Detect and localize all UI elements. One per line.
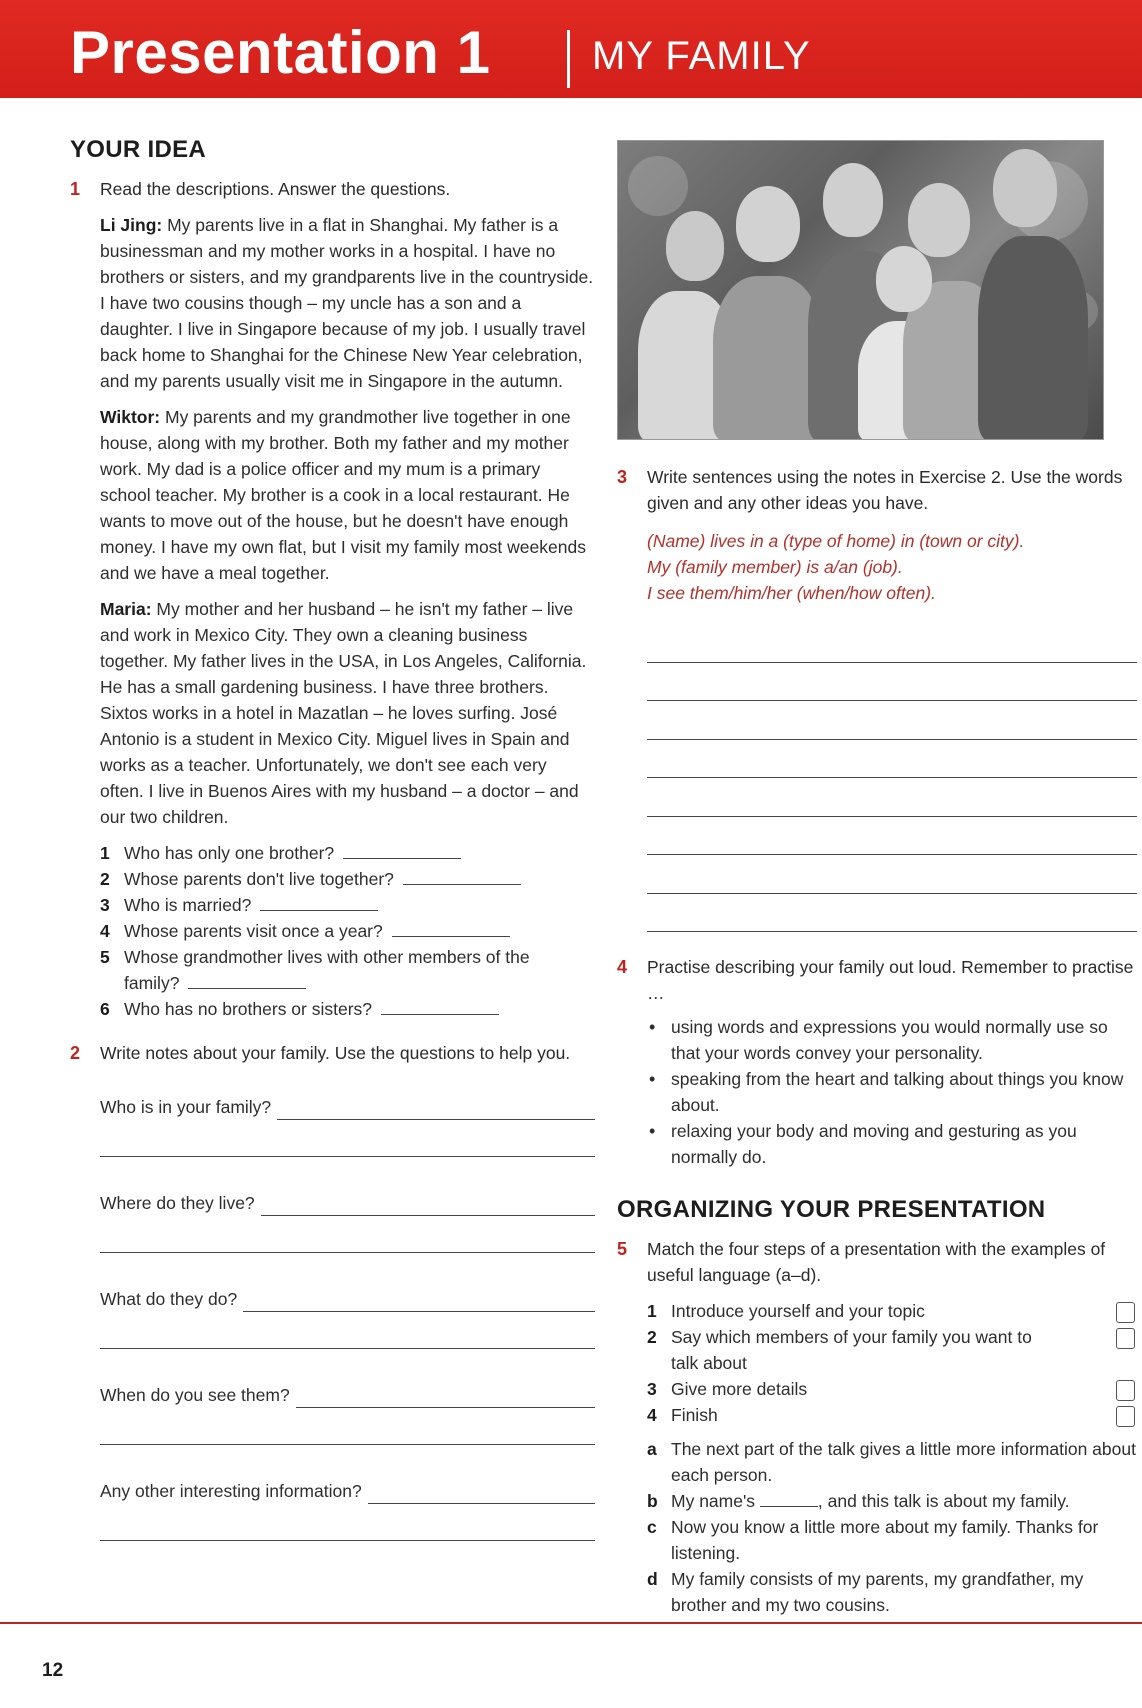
exercise-4 xyxy=(617,954,1137,1006)
step-list xyxy=(647,1298,1137,1428)
note-prompt-text: What do they do? xyxy=(100,1289,238,1309)
note-row xyxy=(100,1190,595,1286)
note-line[interactable] xyxy=(100,1216,595,1253)
answer-blank[interactable] xyxy=(392,920,510,937)
answer-blank[interactable] xyxy=(403,868,521,885)
writing-line[interactable] xyxy=(647,855,1137,894)
header-banner xyxy=(0,0,1142,98)
name-blank[interactable] xyxy=(760,1490,818,1507)
sentence-prompt: (Name) lives in a (type of home) in (town or city). xyxy=(647,531,1025,551)
section-heading-your-idea: YOUR IDEA xyxy=(70,136,207,163)
note-prompt-text: Who is in your family? xyxy=(100,1097,272,1117)
question-list xyxy=(100,840,595,1022)
question-item xyxy=(100,892,595,918)
question-number: 4 xyxy=(100,921,110,941)
description-wiktor xyxy=(100,404,595,586)
speaker-name: Li Jing: xyxy=(100,215,163,235)
speaker-name: Maria: xyxy=(100,599,152,619)
question-number: 1 xyxy=(100,843,110,863)
person-head xyxy=(736,186,800,262)
note-prompt-text: Where do they live? xyxy=(100,1193,255,1213)
person-body xyxy=(978,236,1088,440)
practice-bullets xyxy=(647,1014,1137,1170)
note-line[interactable] xyxy=(100,1120,595,1157)
question-number: 2 xyxy=(100,869,110,889)
person-head xyxy=(993,149,1057,227)
example-text: My name's xyxy=(671,1491,760,1511)
answer-checkbox[interactable] xyxy=(1116,1302,1135,1323)
question-text: Who has only one brother? xyxy=(124,843,335,863)
note-prompt xyxy=(100,1286,595,1312)
bullet-item: • speaking from the heart and talking about things you know about. xyxy=(647,1066,1137,1118)
exercise-instruction: Practise describing your family out loud. Remember to practise … xyxy=(647,957,1134,1003)
writing-line[interactable] xyxy=(647,701,1137,740)
step-item xyxy=(647,1402,1137,1428)
sentence-prompts xyxy=(647,528,1137,606)
note-line[interactable] xyxy=(261,1197,595,1216)
writing-line[interactable] xyxy=(647,778,1137,817)
note-row xyxy=(100,1478,595,1574)
writing-line[interactable] xyxy=(647,817,1137,856)
example-letter: b xyxy=(647,1491,658,1511)
writing-line[interactable] xyxy=(647,740,1137,779)
step-text: Say which members of your family you want to talk about xyxy=(671,1327,1032,1373)
example-item xyxy=(647,1436,1137,1488)
answer-checkbox[interactable] xyxy=(1116,1380,1135,1401)
note-prompt xyxy=(100,1190,595,1216)
step-number: 3 xyxy=(647,1379,657,1399)
right-column xyxy=(617,140,1137,1618)
writing-line[interactable] xyxy=(647,894,1137,933)
note-prompt xyxy=(100,1478,595,1504)
exercise-1 xyxy=(70,176,595,202)
exercise-instruction: Write notes about your family. Use the questions to help you. xyxy=(100,1043,571,1063)
example-letter: a xyxy=(647,1439,657,1459)
step-item xyxy=(647,1376,1137,1402)
description-text: My parents live in a flat in Shanghai. My father is a businessman and my mother works in a hospital. I have no brothers or sisters, and my grandparents live in the countryside. I have two cousins though – my uncle has a son and a daughter. I live in Singapore because of my job. I usually travel back home to Shanghai for the Chinese New Year celebration, and my parents usually visit me in Singapore in the autumn. xyxy=(100,215,594,391)
answer-blank[interactable] xyxy=(260,894,378,911)
person-head xyxy=(908,183,970,257)
exercise-instruction: Match the four steps of a presentation with the examples of useful language (a–d). xyxy=(647,1239,1106,1285)
example-item xyxy=(647,1514,1137,1566)
question-text: Who is married? xyxy=(124,895,252,915)
answer-blank[interactable] xyxy=(188,972,306,989)
notes-area xyxy=(100,1094,595,1574)
note-line[interactable] xyxy=(243,1293,595,1312)
note-line[interactable] xyxy=(100,1504,595,1541)
step-number: 2 xyxy=(647,1327,657,1347)
exercise-instruction: Read the descriptions. Answer the questions. xyxy=(100,179,451,199)
question-text: Whose parents visit once a year? xyxy=(124,921,383,941)
page-number: 12 xyxy=(42,1660,64,1681)
person-head xyxy=(666,211,724,281)
note-line[interactable] xyxy=(296,1389,595,1408)
question-number: 3 xyxy=(100,895,110,915)
note-row xyxy=(100,1382,595,1478)
note-prompt xyxy=(100,1382,595,1408)
question-item xyxy=(100,944,595,996)
question-text: Who has no brothers or sisters? xyxy=(124,999,373,1019)
note-row xyxy=(100,1286,595,1382)
question-item xyxy=(100,840,595,866)
page-subtitle: MY FAMILY xyxy=(592,34,811,78)
page-title: Presentation 1 xyxy=(70,19,491,86)
exercise-number: 1 xyxy=(70,179,81,199)
example-item xyxy=(647,1566,1137,1618)
note-row xyxy=(100,1094,595,1190)
question-text: Whose grandmother lives with other members of the family? xyxy=(124,947,530,993)
question-number: 6 xyxy=(100,999,110,1019)
question-item xyxy=(100,918,595,944)
exercise-number: 3 xyxy=(617,467,628,487)
exercise-5 xyxy=(617,1236,1137,1288)
bullet-item: • relaxing your body and moving and gesturing as you normally do. xyxy=(647,1118,1137,1170)
person-body xyxy=(713,276,823,440)
step-item xyxy=(647,1298,1137,1324)
example-text: Now you know a little more about my family. Thanks for listening. xyxy=(671,1517,1099,1563)
description-text: My parents and my grandmother live together in one house, along with my brother. Both my father and my mother work. My dad is a police officer and my mum is a primary school teacher. My brother is a cook in a local restaurant. He wants to move out of the house, but he doesn't have enough money. I have my own flat, but I visit my family most weekends and we have a meal together. xyxy=(100,407,586,583)
question-item xyxy=(100,866,595,892)
example-list xyxy=(647,1436,1137,1618)
step-item xyxy=(647,1324,1137,1376)
writing-line[interactable] xyxy=(647,624,1137,663)
section-heading-organizing: ORGANIZING YOUR PRESENTATION xyxy=(617,1196,1046,1223)
answer-checkbox[interactable] xyxy=(1116,1406,1135,1427)
family-photo xyxy=(617,140,1104,440)
example-letter: d xyxy=(647,1569,658,1589)
header-divider xyxy=(567,30,570,88)
step-text: Finish xyxy=(671,1405,718,1425)
writing-line[interactable] xyxy=(647,663,1137,702)
description-maria xyxy=(100,596,595,830)
note-line[interactable] xyxy=(100,1312,595,1349)
step-text: Give more details xyxy=(671,1379,808,1399)
example-text: , and this talk is about my family. xyxy=(817,1491,1070,1511)
question-text: Whose parents don't live together? xyxy=(124,869,394,889)
sentence-prompt: I see them/him/her (when/how often). xyxy=(647,583,936,603)
exercise-2 xyxy=(70,1040,595,1066)
step-number: 4 xyxy=(647,1405,657,1425)
example-letter: c xyxy=(647,1517,657,1537)
description-li-jing xyxy=(100,212,595,394)
bullet-item: • using words and expressions you would normally use so that your words convey your personality. xyxy=(647,1014,1137,1066)
writing-lines xyxy=(647,624,1137,932)
question-number: 5 xyxy=(100,947,110,967)
answer-blank[interactable] xyxy=(381,998,499,1015)
note-line[interactable] xyxy=(277,1101,595,1120)
exercise-instruction: Write sentences using the notes in Exercise 2. Use the words given and any other ideas you have. xyxy=(647,467,1123,513)
example-text: The next part of the talk gives a little more information about each person. xyxy=(671,1439,1136,1485)
step-text: Introduce yourself and your topic xyxy=(671,1301,925,1321)
person-head xyxy=(823,163,883,237)
sentence-prompt: My (family member) is a/an (job). xyxy=(647,557,903,577)
note-line[interactable] xyxy=(368,1485,595,1504)
example-item xyxy=(647,1488,1137,1514)
exercise-3 xyxy=(617,464,1137,516)
photo-bokeh xyxy=(628,156,688,216)
answer-checkbox[interactable] xyxy=(1116,1328,1135,1349)
exercise-number: 2 xyxy=(70,1043,81,1063)
exercise-number: 4 xyxy=(617,957,628,977)
exercise-number: 5 xyxy=(617,1239,628,1259)
speaker-name: Wiktor: xyxy=(100,407,161,427)
note-prompt-text: Any other interesting information? xyxy=(100,1481,362,1501)
answer-blank[interactable] xyxy=(343,842,461,859)
person-head xyxy=(876,246,932,312)
step-number: 1 xyxy=(647,1301,657,1321)
example-text: My family consists of my parents, my grandfather, my brother and my two cousins. xyxy=(671,1569,1084,1615)
question-item xyxy=(100,996,595,1022)
note-line[interactable] xyxy=(100,1408,595,1445)
left-column xyxy=(70,136,595,1574)
description-text: My mother and her husband – he isn't my father – live and work in Mexico City. They own a cleaning business together. My father lives in the USA, in Los Angeles, California. He has a small gardening business. I have three brothers. Sixtos works in a hotel in Mazatlan – he loves surfing. José Antonio is a student in Mexico City. Miguel lives in Spain and works as a teacher. Unfortunately, we don't see each very often. I live in Buenos Aires with my husband – a doctor – and our two children. xyxy=(100,599,587,827)
note-prompt-text: When do you see them? xyxy=(100,1385,290,1405)
note-prompt xyxy=(100,1094,595,1120)
footer-rule xyxy=(0,1622,1142,1624)
